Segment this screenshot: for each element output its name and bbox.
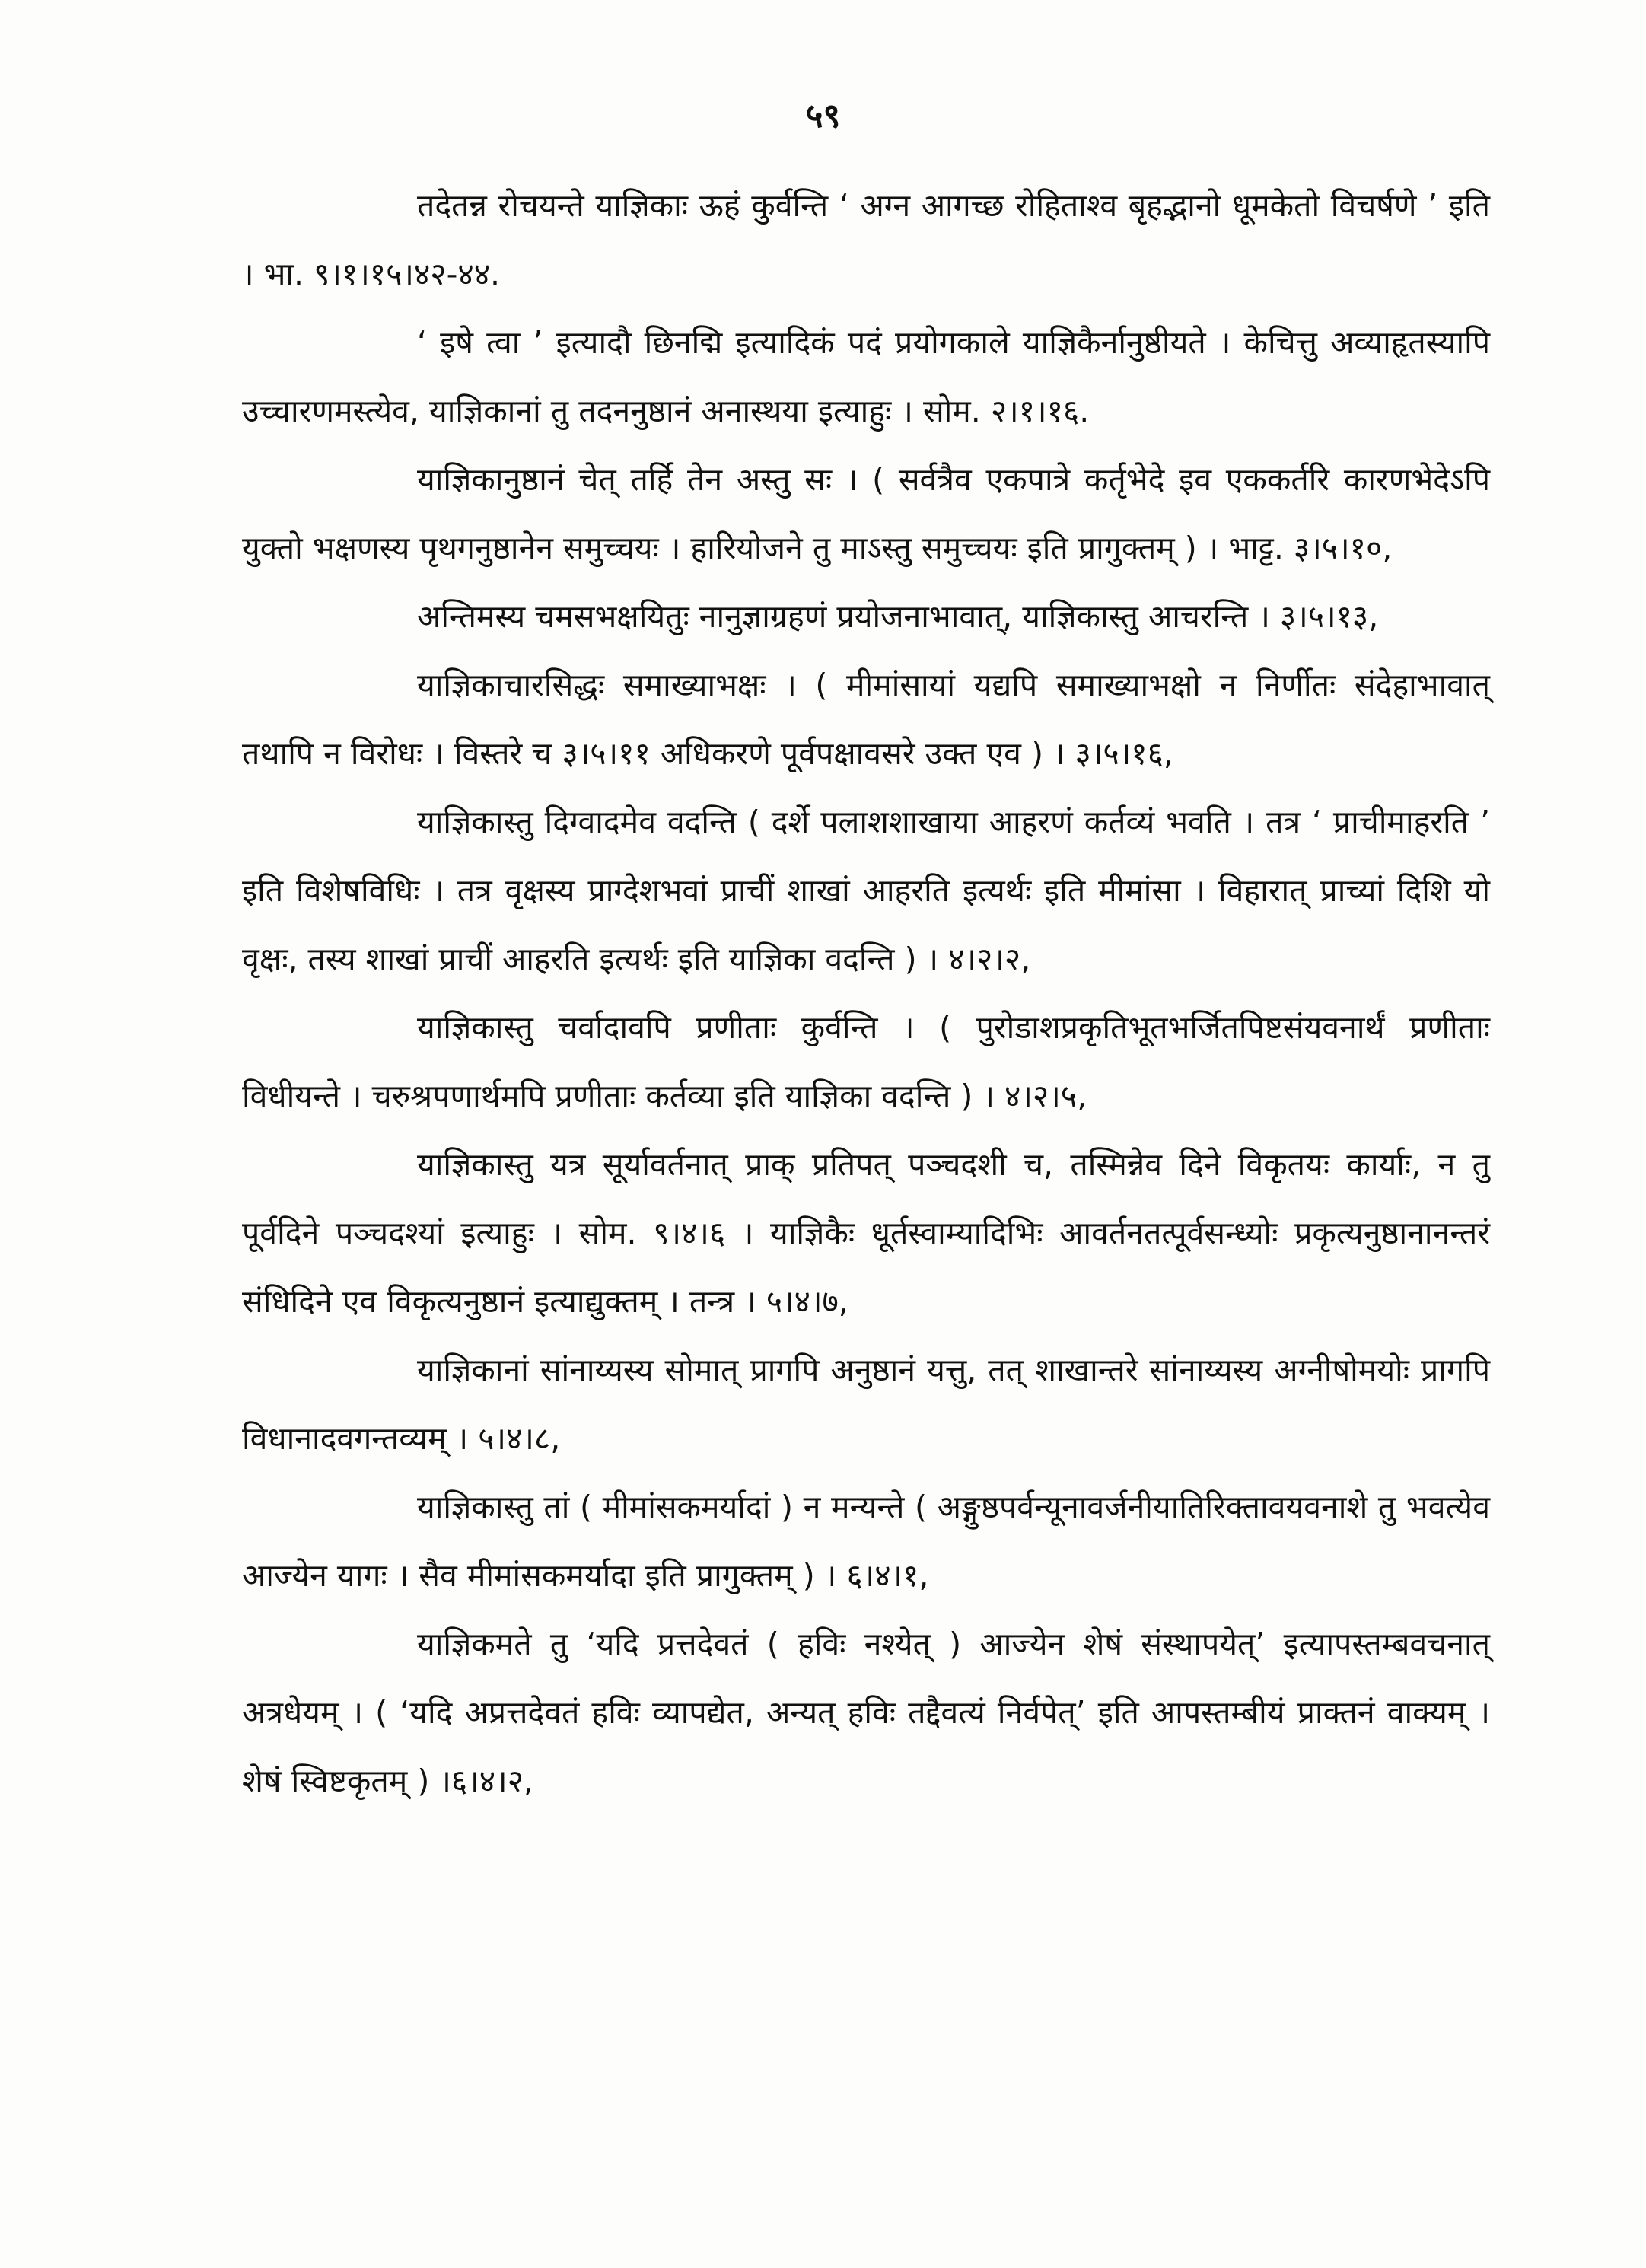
paragraph: याज्ञिकानुष्ठानं चेत् तर्हि तेन अस्तु सः । ( सर्वत्रैव एकपात्रे कर्तृभेदे इव एककर्तरि कारणभेदेऽपि युक्तो भक्षणस्य पृथगनुष्ठानेन समुच्चयः । हारियोजने तु माऽस्तु समुच्चयः इति प्रागुक्तम् ) । भाट्ट. ३।५।१०, [242,461,1490,566]
paragraph: याज्ञिकास्तु दिग्वादमेव वदन्ति ( दर्शे पलाशशाखाया आहरणं कर्तव्यं भवति । तत्र ‘ प्राचीमाहरति ’ इति विशेषविधिः । तत्र वृक्षस्य प्राग्देशभवां प्राचीं शाखां आहरति इत्यर्थः इति मीमांसा । विहारात् प्राच्यां दिशि यो वृक्षः, तस्य शाखां प्राचीं आहरति इत्यर्थः इति याज्ञिका वदन्ति ) । ४।२।२, [242,804,1490,977]
paragraph: याज्ञिकमते तु ‘यदि प्रत्तदेवतं ( हविः नश्येत् ) आज्येन शेषं संस्थापयेत्’ इत्यापस्तम्बवचनात् अत्रधेयम् । ( ‘यदि अप्रत्तदेवतं हविः व्यापद्येत, अन्यत् हविः तद्दैवत्यं निर्वपेत्’ इति आपस्तम्बीयं प्राक्तनं वाक्यम् । शेषं स्विष्टकृतम् ) ।६।४।२, [242,1626,1490,1799]
paragraph: तदेतन्न रोचयन्ते याज्ञिकाः ऊहं कुर्वन्ति ‘ अग्न आगच्छ रोहिताश्व बृहद्भानो धूमकेतो विचर्षणे ’ इति । भा. ९।१।१५।४२-४४. [242,187,1490,292]
paragraph: याज्ञिकानां सांनाय्यस्य सोमात् प्रागपि अनुष्ठानं यत्तु, तत् शाखान्तरे सांनाय्यस्य अग्नीषोमयोः प्रागपि विधानादवगन्तव्यम् । ५।४।८, [242,1352,1490,1457]
paragraph: याज्ञिकास्तु चर्वादावपि प्रणीताः कुर्वन्ति । ( पुरोडाशप्रकृतिभूतभर्जितपिष्टसंयवनार्थं प्रणीताः विधीयन्ते । चरुश्रपणार्थमपि प्रणीताः कर्तव्या इति याज्ञिका वदन्ति ) । ४।२।५, [242,1009,1490,1114]
paragraph: याज्ञिकास्तु यत्र सूर्यावर्तनात् प्राक् प्रतिपत् पञ्चदशी च, तस्मिन्नेव दिने विकृतयः कार्याः, न तु पूर्वदिने पञ्चदश्यां इत्याहुः । सोम. ९।४।६ । याज्ञिकैः धूर्तस्वाम्यादिभिः आवर्तनतत्पूर्वसन्ध्योः प्रकृत्यनुष्ठानानन्तरं संधिदिने एव विकृत्यनुष्ठानं इत्याद्युक्तम् । तन्त्र । ५।४।७, [242,1146,1490,1320]
paragraph: ‘ इषे त्वा ’ इत्यादौ छिनद्मि इत्यादिकं पदं प्रयोगकाले याज्ञिकैर्नानुष्ठीयते । केचित्तु अव्याहृतस्यापि उच्चारणमस्त्येव, याज्ञिकानां तु तदननुष्ठानं अनास्थया इत्याहुः । सोम. २।१।१६. [242,324,1490,429]
body-text [242,171,1490,1815]
paragraph: याज्ञिकास्तु तां ( मीमांसकमर्यादां ) न मन्यन्ते ( अङ्गुष्ठपर्वन्यूनावर्जनीयातिरिक्तावयवनाशे तु भवत्येव आज्येन यागः । सैव मीमांसकमर्यादा इति प्रागुक्तम् ) । ६।४।१, [242,1489,1490,1594]
paragraph: याज्ञिकाचारसिद्धः समाख्याभक्षः । ( मीमांसायां यद्यपि समाख्याभक्षो न निर्णीतः संदेहाभावात् तथापि न विरोधः । विस्तरे च ३।५।११ अधिकरणे पूर्वपक्षावसरे उक्त एव ) । ३।५।१६, [242,667,1490,772]
page-number: ५९ [805,97,841,135]
paragraph: अन्तिमस्य चमसभक्षयितुः नानुज्ञाग्रहणं प्रयोजनाभावात्, याज्ञिकास्तु आचरन्ति । ३।५।१३, [417,598,1379,635]
